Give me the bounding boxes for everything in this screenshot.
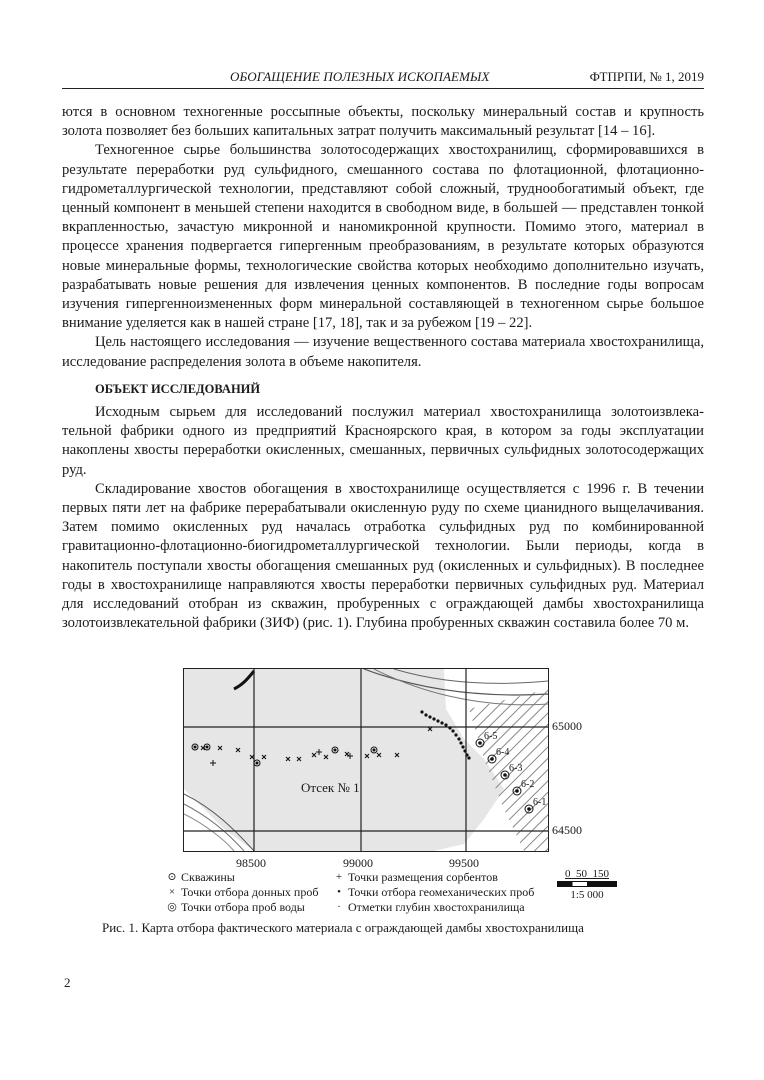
paragraph: ются в основном техногенные россыпные объекты, поскольку минеральный состав и крупность золота позволяет без больших капитальных затрат получить максимальный результат [14 – 16]. [62,104,704,140]
figure-caption: Рис. 1. Карта отбора фактического материала с ограждающей дамбы хвостохранилища [102,920,584,935]
well-label: 6-5 [484,731,498,742]
paragraph: Складирование хвостов обогащения в хвостохранилище осуществляется с 1996 г. В течении первых пяти лет на фабрике перерабатывали окисленную руду по схеме цианидного выщелачивания. Затем помимо окисленных руд началась отработка сульфидных руд по комбинированной гравитационно-флотационно-биогидрометаллургической технологии. Были периоды, когда в накопитель поступали хвосты обогащения смешанных руд (окисленных и сульфидных). В последнее годы в хвостохранилище направляются хвосты переработки первичных сульфидных руд. Материал для исследований отобран из скважин, пробуренных с ограждающей дамбы хвостохранилища золотоизвлекательной фабрики (ЗИФ) (рис. 1). Глубина пробуренных скважин составила более 70 м. [62,480,704,632]
x-tick-label: 98500 [236,856,266,870]
scale-bar [552,868,622,901]
legend-label: Точки размещения сорбентов [348,870,498,884]
water-sample-icon: ◎ [167,901,177,913]
legend-label: Отметки глубин хвостохранилища [348,900,525,914]
well-label: 6-3 [509,763,523,774]
y-tick-label: 65000 [552,719,582,733]
paragraph: Исходным сырьем для исследований послужил материал хвостохранилища золотоизвлекательной фабрики одного из предприятий Красноярского края, в котором за годы эксплуатации накоплены хвосты переработки окисленных, смешанных, первичных сульфидных золотосодержащих руд. [62,404,704,478]
y-tick-label: 64500 [552,823,582,837]
journal-issue: ФТПРПИ, № 1, 2019 [589,69,704,84]
scale-ratio: 1:5 000 [570,889,604,901]
scale-ticks: 0 50 150 [565,868,609,880]
paragraph: Цель настоящего исследования — изучение вещественного состава материала хвостохранилища, исследование распределения золота в объеме накопителя. [62,334,704,370]
cross-icon: × [168,886,176,898]
x-tick-label: 99000 [343,856,373,870]
running-header [62,66,704,89]
article-body [62,103,704,633]
figure-map [160,660,610,914]
legend-label: Точки отбора проб воды [181,900,305,914]
section-heading: ОБЪЕКТ ИССЛЕДОВАНИЙ [95,381,261,396]
scale-bar-graphic [557,881,617,887]
small-dot-icon: · [337,901,341,913]
page-number: 2 [64,975,71,990]
map-drawing [184,669,548,851]
legend-label: Точки отбора геомеханических проб [348,885,535,899]
paragraph: Техногенное сырье большинства золотосодержащих хвостохранилищ, сформировавшихся в результате переработки руд сульфидного, смешанного состава по флотационной, флотационно-гидрометаллургической технологии, представляют собой сложный, труднообогатимый объект, где ценный компонент в меньшей степени находится в свободном виде, в большей — представлен тонкой вкрапленностью, зачастую микронной и наномикронной крупности. Помимо этого, материал в процессе хранения подвергается гипергенным преобразованиям, в результате которых образуются новые минеральные формы, технологические свойства которых необходимо дополнительно изучать, разрабатывать новые решения для извлечения ценных компонентов. В последние годы вопросам изучения гипергенноизмененных форм минеральной составляющей в техногенном сырье большое внимание уделяется как в нашей стране [17, 18], так и за рубежом [19 – 22]. [62,142,704,332]
dot-icon: • [337,886,341,898]
legend-label: Скважины [181,870,235,884]
x-tick-label: 99500 [449,856,479,870]
well-label: 6-1 [533,797,547,808]
well-label: 6-2 [521,779,535,790]
tailing-pond-area [184,669,504,851]
borehole-icon: ⊙ [167,871,177,883]
legend-label: Точки отбора донных проб [181,885,319,899]
well-label: 6-4 [496,747,510,758]
plus-icon: + [335,871,343,883]
journal-section-title: ОБОГАЩЕНИЕ ПОЛЕЗНЫХ ИСКОПАЕМЫХ [230,69,490,84]
compartment-label: Отсек № 1 [301,780,360,795]
map-frame [183,668,549,852]
